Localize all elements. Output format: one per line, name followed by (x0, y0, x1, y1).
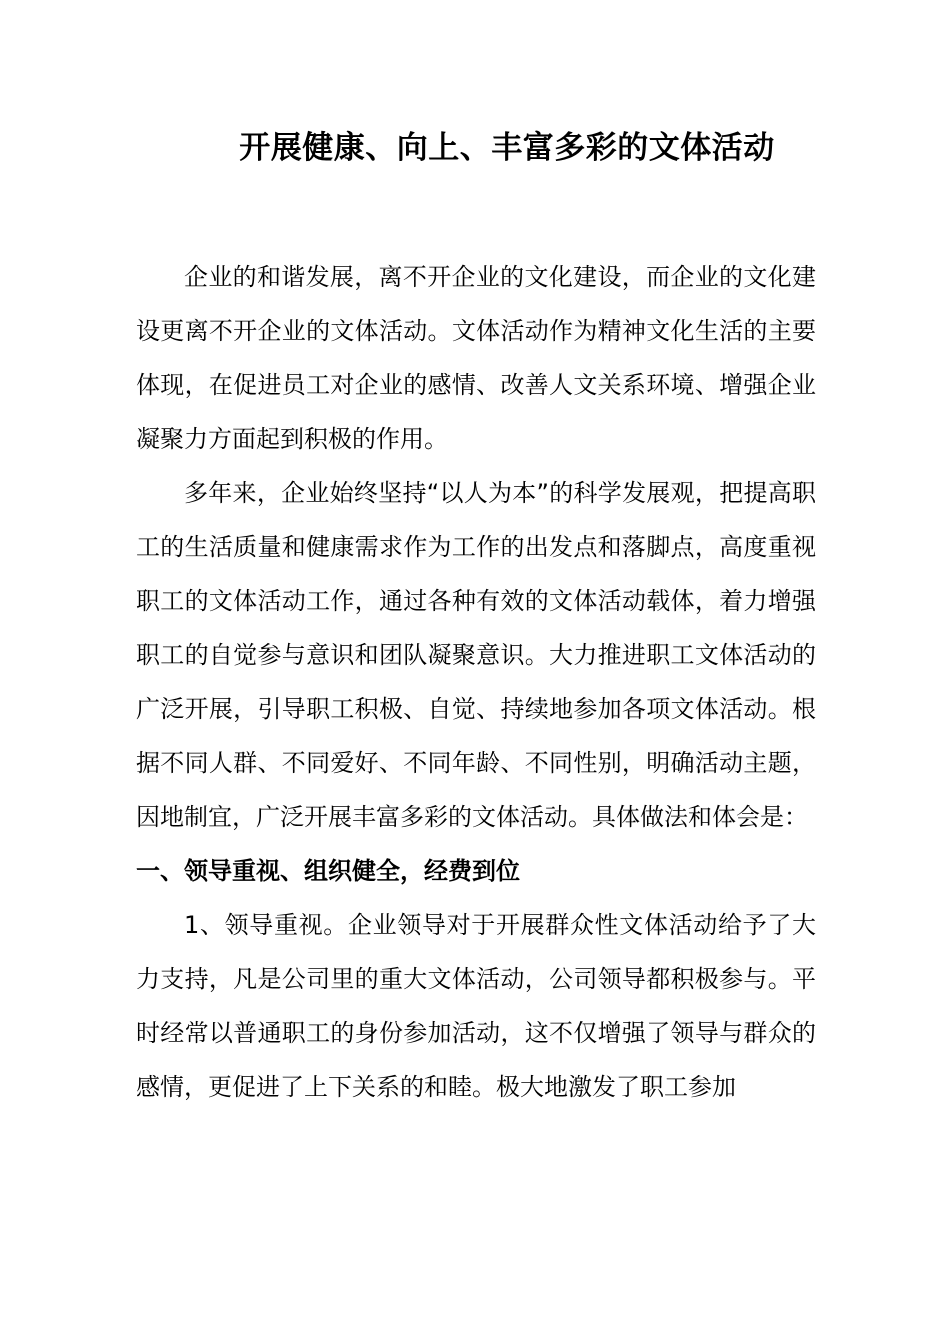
paragraph-practice: 多年来，企业始终坚持“以人为本”的科学发展观，把提高职工的生活质量和健康需求作为工作的出发点和落脚点，高度重视职工的文体活动工作，通过各种有效的文体活动载体，着力增强职工的自觉参与意识和团队凝聚意识。大力推进职工文体活动的广泛开展，引导职工积极、自觉、持续地参加各项文体活动。根据不同人群、不同爱好、不同年龄、不同性别，明确活动主题，因地制宜，广泛开展丰富多彩的文体活动。具体做法和体会是： (136, 479, 816, 831)
paragraph-leadership: 1、领导重视。企业领导对于开展群众性文体活动给予了大力支持，凡是公司里的重大文体活动，公司领导都积极参与。平时经常以普通职工的身份参加活动，这不仅增强了领导与群众的感情，更促进了上下关系的和睦。极大地激发了职工参加 (136, 911, 816, 1101)
document-body (136, 250, 816, 1114)
section-heading: 一、领导重视、组织健全，经费到位 (136, 857, 520, 885)
document-title: 开展健康、向上、丰富多彩的文体活动 (239, 130, 775, 166)
paragraph-intro: 企业的和谐发展，离不开企业的文化建设，而企业的文化建设更离不开企业的文体活动。文体活动作为精神文化生活的主要体现，在促进员工对企业的感情、改善人文关系环境、增强企业凝聚力方面起到积极的作用。 (136, 263, 816, 453)
